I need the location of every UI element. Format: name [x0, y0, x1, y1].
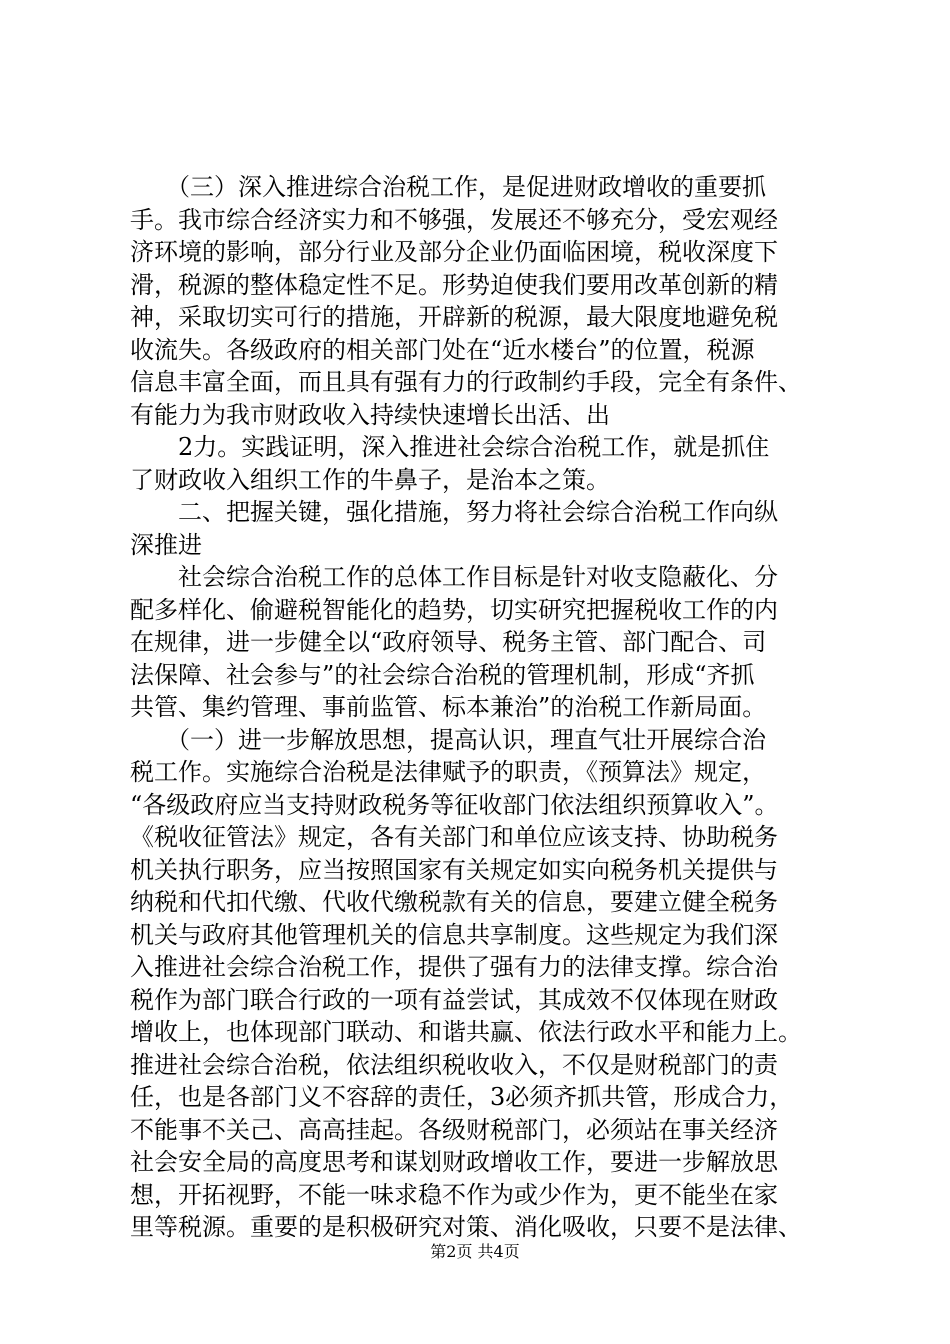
text-line: （三）深入推进综合治税工作，是促进财政增收的重要抓: [130, 173, 766, 201]
text-line: 收流失。各级政府的相关部门处在“近水楼台”的位置，税源: [130, 336, 755, 364]
text-line: 神，采取切实可行的措施，开辟新的税源，最大限度地避免税: [130, 303, 778, 331]
text-line: 了财政收入组织工作的牛鼻子，是治本之策。: [130, 466, 610, 494]
text-line: 2力。实践证明，深入推进社会综合治税工作，就是抓住: [130, 433, 770, 461]
text-line: 手。我市综合经济实力和不够强，发展还不够充分，受宏观经: [130, 206, 778, 234]
text-line: 不能事不关己、高高挂起。各级财税部门，必须站在事关经济: [130, 1116, 778, 1144]
text-line: 配多样化、偷避税智能化的趋势，切实研究把握税收工作的内: [130, 596, 778, 624]
text-line: 想，开拓视野，不能一味求稳不作为或少作为，更不能坐在家: [130, 1181, 778, 1209]
text-line: 税工作。实施综合治税是法律赋予的职责，《预算法》规定，: [130, 758, 766, 786]
section-heading: 二、把握关键，强化措施，努力将社会综合治税工作向纵: [130, 498, 778, 526]
text-line: 有能力为我市财政收入持续快速增长出活、出: [130, 401, 610, 429]
text-line: 机关与政府其他管理机关的信息共享制度。这些规定为我们深: [130, 921, 778, 949]
text-line: 社会安全局的高度思考和谋划财政增收工作，要进一步解放思: [130, 1148, 778, 1176]
text-line: 滑，税源的整体稳定性不足。形势迫使我们要用改革创新的精: [130, 271, 778, 299]
text-line: 入推进社会综合治税工作，提供了强有力的法律支撑。综合治: [130, 953, 778, 981]
section-heading: 深推进: [130, 531, 202, 559]
text-line: 纳税和代扣代缴、代收代缴税款有关的信息，要建立健全税务: [130, 888, 778, 916]
page-footer: 第2页 共4页: [430, 1242, 520, 1261]
text-line: 济环境的影响，部分行业及部分企业仍面临困境，税收深度下: [130, 238, 778, 266]
text-line: 机关执行职务，应当按照国家有关规定如实向税务机关提供与: [130, 856, 778, 884]
text-line: 任，也是各部门义不容辞的责任，3必须齐抓共管，形成合力，: [130, 1083, 794, 1111]
text-line: 税作为部门联合行政的一项有益尝试，其成效不仅体现在财政: [130, 986, 778, 1014]
text-line: “各级政府应当支持财政税务等征收部门依法组织预算收入”。: [130, 791, 779, 819]
text-line: 在规律，进一步健全以“政府领导、税务主管、部门配合、司: [130, 628, 767, 656]
text-line: 《税收征管法》规定，各有关部门和单位应该支持、协助税务: [130, 823, 778, 851]
text-line: 里等税源。重要的是积极研究对策、消化吸收，只要不是法律、: [130, 1213, 802, 1241]
text-line: 社会综合治税工作的总体工作目标是针对收支隐蔽化、分: [130, 563, 778, 591]
text-line: 信息丰富全面，而且具有强有力的行政制约手段，完全有条件、: [130, 368, 802, 396]
text-line: 推进社会综合治税，依法组织税收收入，不仅是财税部门的责: [130, 1051, 778, 1079]
text-line: （一）进一步解放思想，提高认识，理直气壮开展综合治: [130, 726, 766, 754]
text-line: 共管、集约管理、事前监管、标本兼治”的治税工作新局面。: [130, 693, 767, 721]
text-line: 法保障、社会参与”的社会综合治税的管理机制，形成“齐抓: [130, 661, 755, 689]
text-line: 增收上，也体现部门联动、和谐共赢、依法行政水平和能力上。: [130, 1018, 802, 1046]
